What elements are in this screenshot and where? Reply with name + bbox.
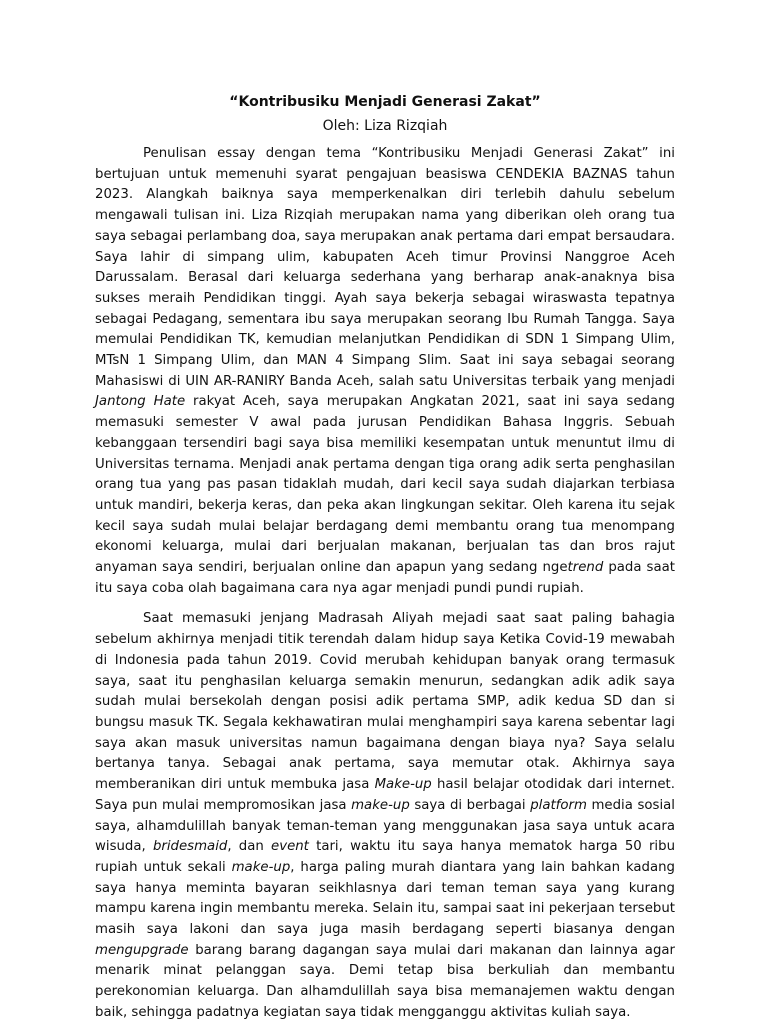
paragraph-2-italic-run: mengupgrade [95, 942, 189, 958]
paragraph-2-italic-run: platform [530, 797, 587, 813]
paragraph-1 [95, 144, 675, 599]
paragraph-2-run: tari, waktu itu saya hanya mematok harga 50 ribu rupiah untuk sekali [95, 839, 675, 875]
essay-title: “Kontribusiku Menjadi Generasi Zakat” [229, 94, 541, 110]
author-line: Oleh: Liza Rizqiah [322, 118, 448, 134]
paragraph-2-italic-run: make-up [351, 797, 410, 813]
paragraph-2-run: Saat memasuki jenjang Madrasah Aliyah mejadi saat saat paling bahagia sebelum akhirnya menjadi titik terendah dalam hidup saya Ketika Covid-19 mewabah di Indonesia pada tahun 2019. Covid merubah kehidupan banyak orang termasuk saya, saat itu penghasilan keluarga semakin menurun, sedangkan adik adik saya sudah mulai bersekolah dengan posisi adik pertama SMP, adik kedua SD dan si bungsu masuk TK. Segala kekhawatiran mulai menghampiri saya karena sebentar lagi saya akan masuk universitas namun bagaimana dengan biaya nya? Saya selalu bertanya tanya. Sebagai anak pertama, saya memutar otak. Akhirnya saya memberanikan diri untuk membuka jasa [95, 611, 675, 793]
paragraph-2-italic-run: bridesmaid [152, 839, 228, 855]
paragraph-2-italic-run: event [271, 839, 309, 855]
paragraph-2-italic-run: Make-up [374, 777, 432, 793]
paragraph-2-run: barang barang dagangan saya mulai dari makanan dan lainnya agar menarik minat pelanggan saya. Demi tetap bisa berkuliah dan membantu perekonomian keluarga. Dan alhamdulillah saya bisa memanajemen waktu dengan baik, sehingga padatnya kegiatan saya tidak mengganggu aktivitas kuliah saya. [95, 942, 675, 1020]
paragraph-1-run: Penulisan essay dengan tema “Kontribusiku Menjadi Generasi Zakat” ini bertujuan untuk memenuhi syarat pengajuan beasiswa CENDEKIA BAZNAS tahun 2023. Alangkah baiknya saya memperkenalkan diri terlebih dahulu sebelum mengawali tulisan ini. Liza Rizqiah merupakan nama yang diberikan oleh orang tua saya sebagai perlambang doa, saya merupakan anak pertama dari empat bersaudara. Saya lahir di simpang ulim, kabupaten Aceh timur Provinsi Nanggroe Aceh Darussalam. Berasal dari keluarga sederhana yang berharap anak-anaknya bisa sukses meraih Pendidikan tinggi. Ayah saya bekerja sebagai wiraswasta tepatnya sebagai Pedagang, sementara ibu saya merupakan seorang Ibu Rumah Tangga. Saya memulai Pendidikan TK, kemudian melanjutkan Pendidikan di SDN 1 Simpang Ulim, MTsN 1 Simpang Ulim, dan MAN 4 Simpang Slim. Saat ini saya sebagai seorang Mahasiswi di UIN AR-RANIRY Banda Aceh, salah satu Universitas terbaik yang menjadi [95, 146, 675, 389]
paragraph-2-run: hasil belajar otodidak dari internet. Saya pun mulai mempromosikan jasa [95, 777, 675, 813]
paragraph-1-italic-run: trend [567, 560, 604, 576]
paragraph-2-run: , dan [227, 839, 272, 855]
paragraph-1-italic-run: Jantong Hate [95, 394, 186, 410]
paragraph-2-run: saya di berbagai [409, 797, 531, 813]
paragraph-1-run: pada saat itu saya coba olah bagaimana cara nya agar menjadi pundi pundi rupiah. [95, 560, 675, 596]
paragraph-2 [95, 609, 675, 1023]
paragraph-2-run: media sosial saya, alhamdulillah banyak teman-teman yang menggunakan jasa saya untuk acara wisuda, [95, 797, 675, 855]
paragraph-2-italic-run: make-up [231, 859, 291, 875]
paragraph-2-run: , harga paling murah diantara yang lain bahkan kadang saya hanya meminta bayaran seikhlasnya dari teman teman saya yang kurang mampu karena ingin membantu mereka. Selain itu, sampai saat ini pekerjaan tersebut masih saya lakoni dan saya juga masih berdagang seperti biasanya dengan [95, 859, 676, 938]
paragraph-1-run: rakyat Aceh, saya merupakan Angkatan 2021, saat ini saya sedang memasuki semester V awal pada jurusan Pendidikan Bahasa Inggris. Sebuah kebanggaan tersendiri bagi saya bisa memiliki kesempatan untuk menuntut ilmu di Universitas ternama. Menjadi anak pertama dengan tiga orang adik serta penghasilan orang tua yang pas pasan tidaklah mudah, dari kecil saya sudah diajarkan terbiasa untuk mandiri, bekerja keras, dan peka akan lingkungan sekitar. Oleh karena itu sejak kecil saya sudah mulai belajar berdagang demi membantu orang tua menompang ekonomi keluarga, mulai dari berjualan makanan, berjualan tas dan bros rajut anyaman saya sendiri, berjualan online dan apapun yang sedang nge [95, 394, 675, 576]
